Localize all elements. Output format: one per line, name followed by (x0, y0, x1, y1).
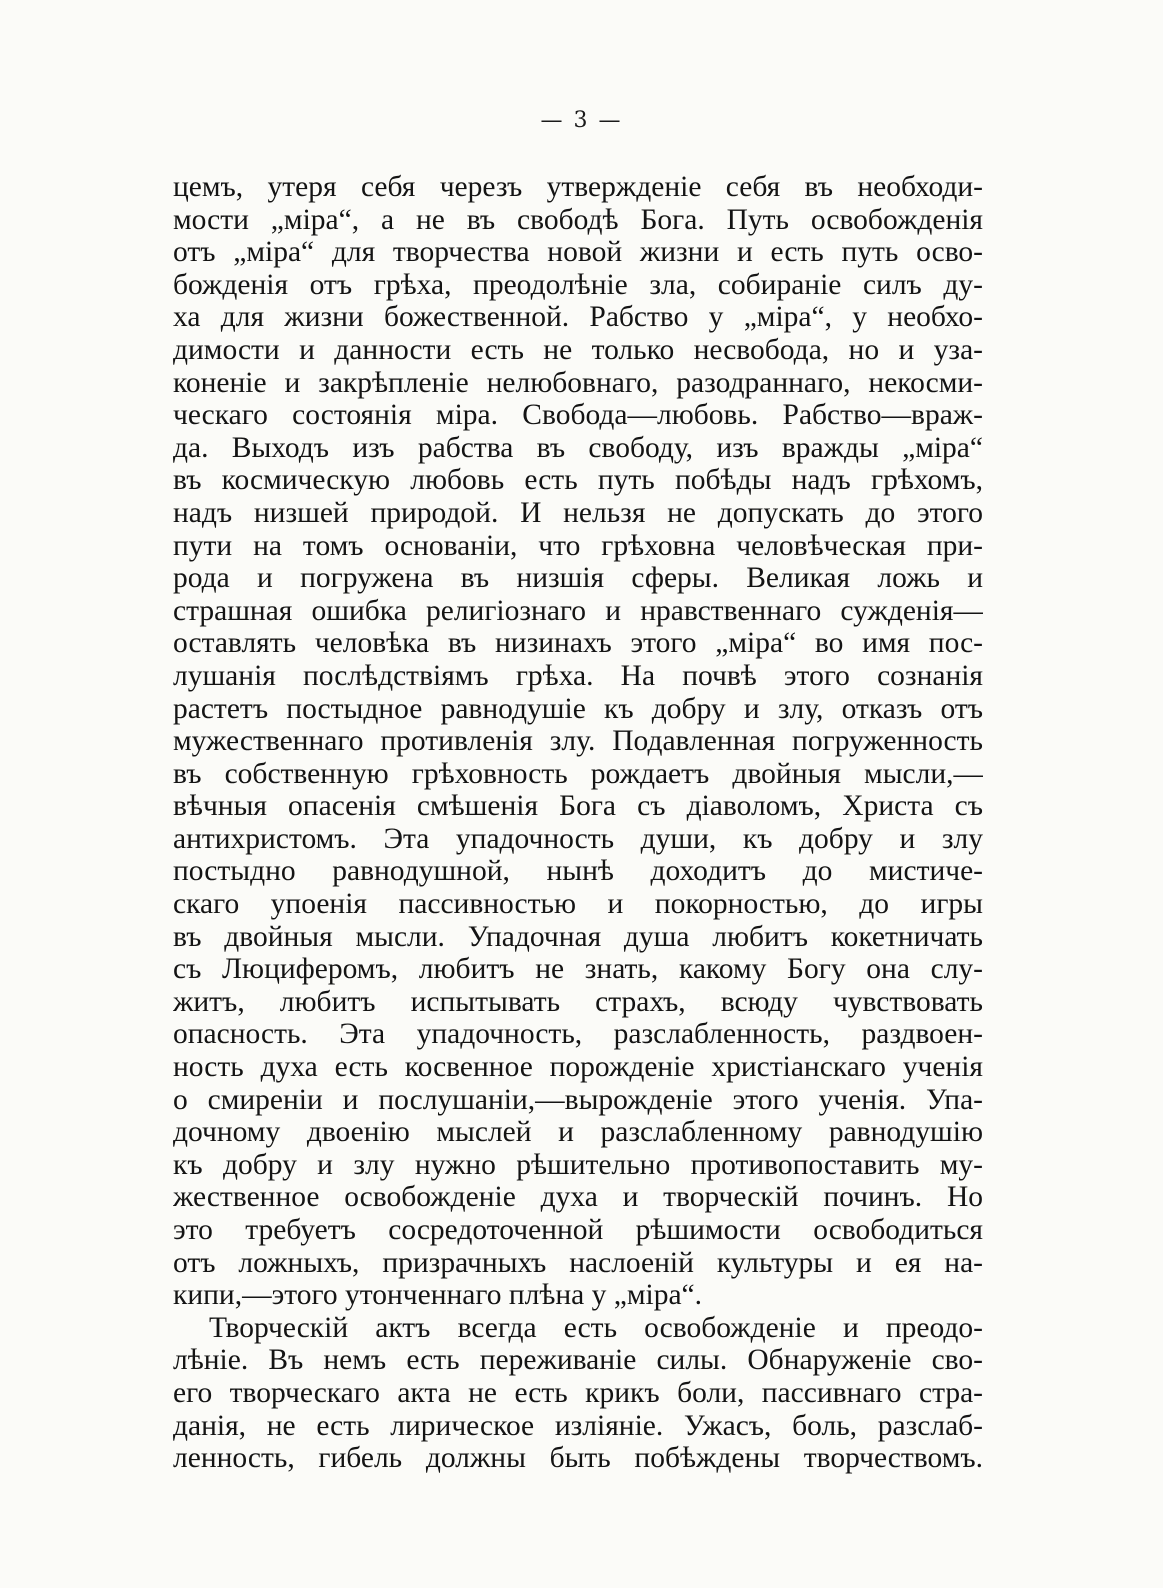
text-line: ленность, гибель должны быть побѣждены творчествомъ. (173, 1442, 983, 1475)
text-line: мужественнаго противленія злу. Подавленная погруженность (173, 725, 983, 758)
text-line: отъ ложныхъ, призрачныхъ наслоеній культуры и ея на- (173, 1246, 983, 1279)
text-line: отъ „міра“ для творчества новой жизни и есть путь осво- (173, 236, 983, 269)
text-line: да. Выходъ изъ рабства въ свободу, изъ вражды „міра“ (173, 431, 983, 464)
text-line: съ Люциферомъ, любитъ не знать, какому Богу она слу- (173, 953, 983, 986)
text-line: страшная ошибка религіознаго и нравственнаго сужденія— (173, 594, 983, 627)
text-line: опасность. Эта упадочность, разслабленность, раздвоен- (173, 1018, 983, 1051)
text-line: вѣчныя опасенія смѣшенія Бога съ діаволомъ, Христа съ (173, 790, 983, 823)
text-line: скаго упоенія пассивностью и покорностью, до игры (173, 888, 983, 921)
text-line: въ двойныя мысли. Упадочная душа любитъ кокетничать (173, 920, 983, 953)
text-line: къ добру и злу нужно рѣшительно противопоставить му- (173, 1148, 983, 1181)
text-line: жественное освобожденіе духа и творческій починъ. Но (173, 1181, 983, 1214)
text-line: ха для жизни божественной. Рабство у „міра“, у необхо- (173, 301, 983, 334)
text-line: лѣніе. Въ немъ есть переживаніе силы. Обнаруженіе сво- (173, 1344, 983, 1377)
text-line: ческаго состоянія міра. Свобода—любовь. Рабство—враж- (173, 399, 983, 432)
text-line: постыдно равнодушной, нынѣ доходитъ до мистиче- (173, 855, 983, 888)
text-line: пути на томъ основаніи, что грѣховна человѣческая при- (173, 529, 983, 562)
text-line: дочному двоенію мыслей и разслабленному равнодушію (173, 1116, 983, 1149)
text-line: коненіе и закрѣпленіе нелюбовнаго, разодраннаго, некосми- (173, 366, 983, 399)
text-line: житъ, любитъ испытывать страхъ, всюду чувствовать (173, 985, 983, 1018)
text-line: рода и погружена въ низшія сферы. Великая ложь и (173, 562, 983, 595)
text-line: данія, не есть лирическое изліяніе. Ужасъ, боль, разслаб- (173, 1409, 983, 1442)
text-line: растетъ постыдное равнодушіе къ добру и злу, отказъ отъ (173, 692, 983, 725)
text-line: о смиреніи и послушаніи,—вырожденіе этого ученія. Упа- (173, 1083, 983, 1116)
body-text (173, 171, 983, 1475)
text-line: это требуетъ сосредоточенной рѣшимости освободиться (173, 1214, 983, 1246)
text-line: оставлять человѣка въ низинахъ этого „міра“ во имя пос- (173, 627, 983, 660)
text-line: цемъ, утеря себя черезъ утвержденіе себя въ необходи- (173, 171, 983, 203)
text-line: его творческаго акта не есть крикъ боли, пассивнаго стра- (173, 1376, 983, 1409)
text-line: божденія отъ грѣха, преодолѣніе зла, собираніе силъ ду- (173, 268, 983, 301)
page-number: — 3 — (540, 108, 623, 133)
text-line: надъ низшей природой. И нельзя не допускать до этого (173, 496, 983, 529)
text-line: въ космическую любовь есть путь побѣды надъ грѣхомъ, (173, 464, 983, 497)
text-line: лушанія послѣдствіямъ грѣха. На почвѣ этого сознанія (173, 659, 983, 692)
text-line: димости и данности есть не только несвобода, но и уза- (173, 333, 983, 366)
paragraph-end-line: кипи,—этого утонченнаго плѣна у „міра“. (173, 1279, 703, 1312)
text-line: мости „міра“, а не въ свободѣ Бога. Путь освобожденія (173, 203, 983, 236)
text-line: антихристомъ. Эта упадочность души, къ добру и злу (173, 822, 983, 855)
text-line: ность духа есть косвенное порожденіе христіанскаго ученія (173, 1051, 983, 1084)
paragraph-start-line: Творческій актъ всегда есть освобожденіе и преодо- (209, 1311, 983, 1344)
text-line: въ собственную грѣховность рождаетъ двойныя мысли,— (173, 757, 983, 790)
